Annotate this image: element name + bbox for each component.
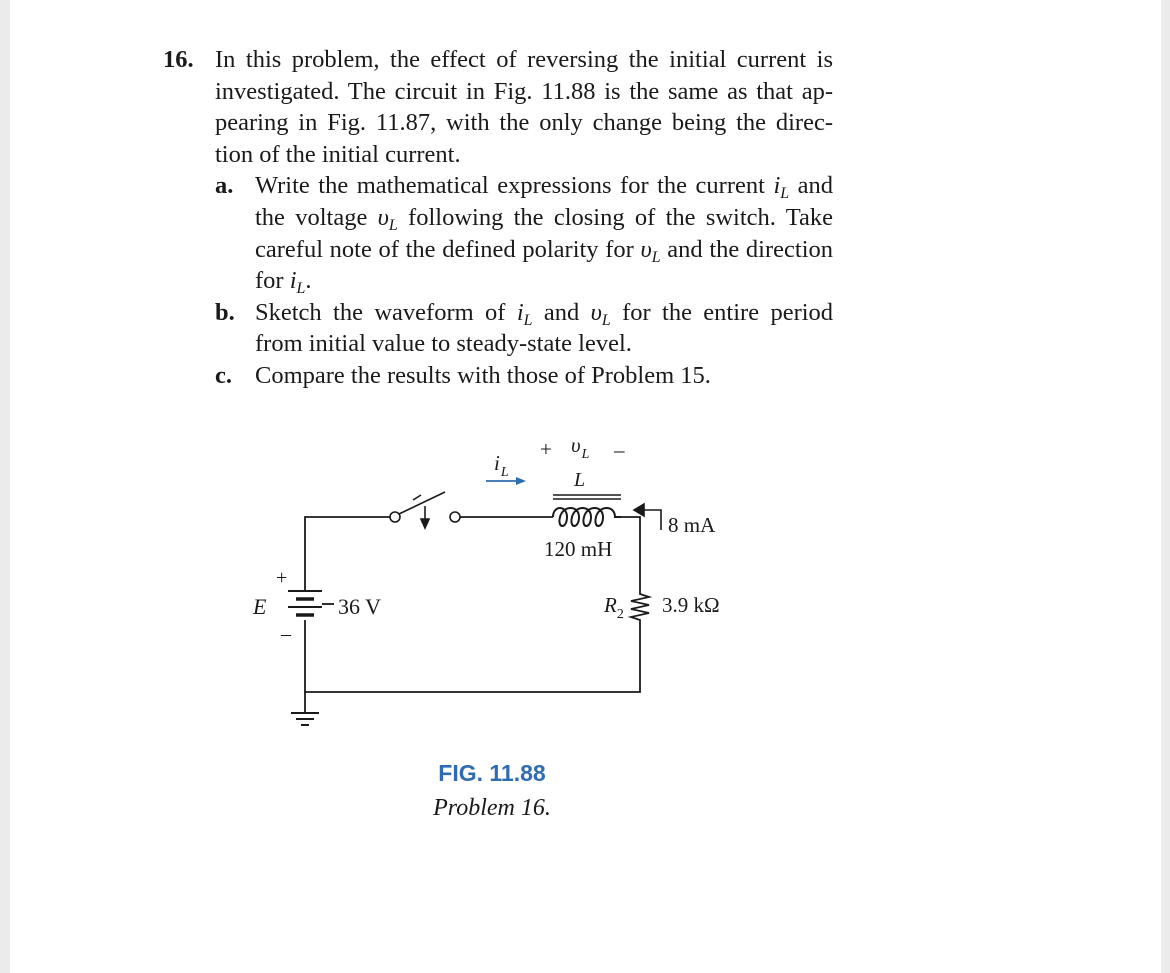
- part-a: a. Write the mathematical expressions for the current $i_L$ and the voltage $\upsilon_L$ following the closing of the switch. Take careful note of the defined polarity for $\upsilon_L$ and the direction for $i_L$.: [215, 172, 834, 298]
- battery-plus-label: +: [276, 567, 288, 589]
- resistor-symbol-label: $R_2$: [604, 593, 624, 622]
- inductor-symbol: [553, 495, 621, 526]
- vl-minus: –: [614, 438, 625, 462]
- resistor-symbol: [631, 590, 649, 624]
- resistor-value: 3.9 kΩ: [662, 593, 720, 617]
- vl-plus: +: [540, 437, 552, 461]
- inductor-symbol-label: L: [574, 469, 586, 491]
- inductor-value: 120 mH: [544, 537, 613, 561]
- figure-caption-subtitle: Problem 16.: [433, 795, 551, 821]
- part-label: b.: [215, 298, 235, 326]
- switch-symbol: [390, 492, 460, 528]
- source-symbol: E: [253, 594, 267, 619]
- wire-inductor-resistor: [621, 517, 640, 590]
- source-value: 36 V: [338, 594, 381, 619]
- battery-minus-label: –: [281, 623, 291, 645]
- current-label: $i_L$: [494, 451, 509, 480]
- wire-left-top: [305, 517, 390, 591]
- part-c: c. Compare the results with those of Problem 15.: [215, 360, 833, 392]
- figure-caption-title: FIG. 11.88: [438, 760, 546, 786]
- initial-current-value: 8 mA: [668, 513, 716, 537]
- part-label: a.: [215, 172, 234, 200]
- ground-icon: [291, 713, 319, 725]
- problem-number: 16.: [163, 46, 194, 73]
- vl-label: $\upsilon_L$: [571, 433, 590, 462]
- problem-stem: In this problem, the effect of reversing the initial current is investigated. The circuit in Fig. 11.88 is the same as that ap-pearing in Fig. 11.87, with the only change being the direc-tion of the initial current.: [215, 46, 833, 168]
- part-label: c.: [215, 361, 232, 389]
- wire-bottom: [305, 620, 640, 692]
- battery-symbol: [288, 591, 334, 615]
- part-b: b. Sketch the waveform of $i_L$ and $\upsilon_L$ for the entire period from initial value to steady-state level.: [215, 298, 834, 358]
